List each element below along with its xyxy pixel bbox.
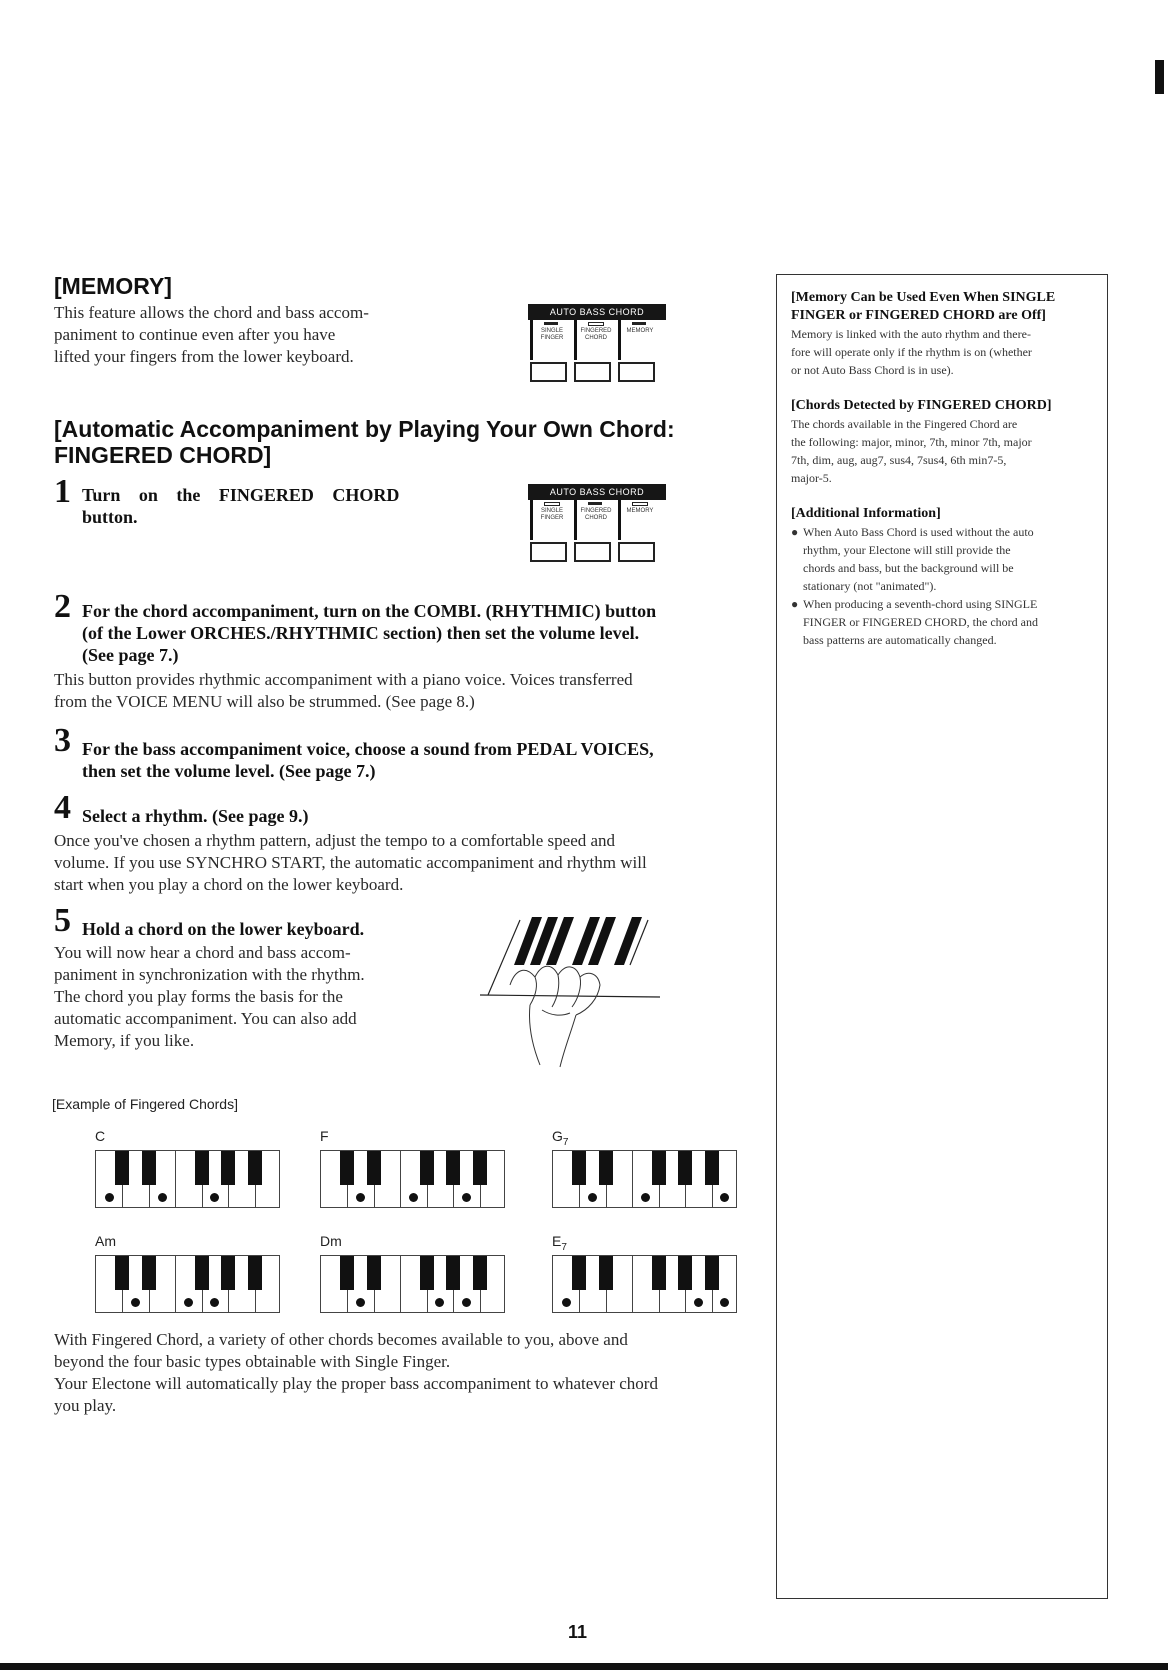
- pressed-key-dot: [694, 1298, 703, 1307]
- single-finger-button[interactable]: SINGLE FINGER: [528, 500, 572, 566]
- black-key: [195, 1256, 209, 1290]
- step-3-number: 3: [54, 722, 71, 759]
- black-key: [473, 1256, 487, 1290]
- step-5-body: You will now hear a chord and bass accom- paniment in synchronization with the rhythm. The chord you play forms the basis for the automatic accompaniment. You can also add Memory, if you like.: [54, 943, 365, 1050]
- pressed-key-dot: [184, 1298, 193, 1307]
- pressed-key-dot: [356, 1193, 365, 1202]
- bullet-icon: ●: [791, 525, 799, 539]
- black-key: [446, 1256, 460, 1290]
- pressed-key-dot: [720, 1193, 729, 1202]
- chord-keyboard: [552, 1150, 737, 1208]
- hand-on-keyboard-illustration: [480, 915, 695, 1070]
- pressed-key-dot: [435, 1298, 444, 1307]
- auto-bass-chord-panel-memory: [528, 304, 666, 386]
- chord-keyboard: [552, 1255, 737, 1313]
- fingered-chord-button[interactable]: FINGERED CHORD: [572, 500, 616, 566]
- chord-keyboard: [95, 1150, 280, 1208]
- bullet-icon: ●: [791, 597, 799, 611]
- sidebar-chords-text: The chords available in the Fingered Chord are the following: major, minor, 7th, minor 7th, major 7th, dim, aug, aug7, sus4, 7sus4, 6th min7-5, major-5.: [791, 417, 1032, 485]
- black-key: [248, 1256, 262, 1290]
- step-2-body: This button provides rhythmic accompaniment with a piano voice. Voices transferred from the VOICE MENU will also be strummed. (See page 8.): [54, 670, 633, 711]
- step-4-body: Once you've chosen a rhythm pattern, adjust the tempo to a comfortable speed and volume. If you use SYNCHRO START, the automatic accompaniment and rhythm will start when you play a chord on the lower keyboard.: [54, 831, 647, 894]
- black-key: [572, 1151, 586, 1185]
- panel-title: AUTO BASS CHORD: [528, 484, 666, 500]
- black-key: [572, 1256, 586, 1290]
- memory-text: This feature allows the chord and bass accom- paniment to continue even after you have lifted your fingers from the lower keyboard.: [54, 303, 369, 366]
- white-key-divider: [400, 1256, 401, 1312]
- chord-name: Dm: [320, 1233, 342, 1249]
- pressed-key-dot: [356, 1298, 365, 1307]
- step-2-number: 2: [54, 588, 71, 625]
- chord-name: $E_7$: [552, 1233, 567, 1253]
- black-key: [678, 1256, 692, 1290]
- bottom-rule: [0, 1663, 1168, 1670]
- black-key: [221, 1151, 235, 1185]
- black-key: [142, 1151, 156, 1185]
- chord-keyboard: [95, 1255, 280, 1313]
- closing-text: With Fingered Chord, a variety of other chords becomes available to you, above and beyond the four basic types obtainable with Single Finger. Your Electone will automatically play the proper bass accompaniment to whatever chord you play.: [54, 1330, 658, 1415]
- pressed-key-dot: [210, 1193, 219, 1202]
- auto-bass-chord-panel-fingered: [528, 484, 666, 566]
- step-4-number: 4: [54, 789, 71, 826]
- chord-keyboard: [320, 1150, 505, 1208]
- chord-name: C: [95, 1128, 106, 1144]
- pressed-key-dot: [409, 1193, 418, 1202]
- black-key: [340, 1151, 354, 1185]
- fingered-chord-heading: [Automatic Accompaniment by Playing Your Own Chord: FINGERED CHORD]: [54, 416, 675, 468]
- sidebar-memory-text: Memory is linked with the auto rhythm and there- fore will operate only if the rhythm is on (whether or not Auto Bass Chord is in use).: [791, 327, 1032, 377]
- black-key: [195, 1151, 209, 1185]
- black-key: [115, 1151, 129, 1185]
- step-2-heading: For the chord accompaniment, turn on the COMBI. (RHYTHMIC) button (of the Lower ORCHES./RHYTHMIC section) then set the volume level. (See page 7.): [82, 601, 657, 665]
- black-key: [446, 1151, 460, 1185]
- step-5-heading: Hold a chord on the lower keyboard.: [82, 919, 365, 939]
- black-key: [599, 1151, 613, 1185]
- memory-heading: [MEMORY]: [54, 273, 172, 299]
- black-key: [340, 1256, 354, 1290]
- chord-name: $G_7$: [552, 1128, 569, 1148]
- pressed-key-dot: [588, 1193, 597, 1202]
- black-key: [705, 1151, 719, 1185]
- info-sidebar: [776, 274, 1108, 1599]
- sidebar-bullet-1: ● When Auto Bass Chord is used without the auto rhythm, your Electone will still provide the chords and bass, but the background will be stationary (not "animated").: [791, 525, 1034, 593]
- black-key: [473, 1151, 487, 1185]
- white-key-divider: [632, 1256, 633, 1312]
- pressed-key-dot: [105, 1193, 114, 1202]
- pressed-key-dot: [158, 1193, 167, 1202]
- sidebar-chords-heading: [Chords Detected by FINGERED CHORD]: [791, 398, 1052, 413]
- memory-button[interactable]: MEMORY: [616, 500, 660, 566]
- black-key: [652, 1151, 666, 1185]
- panel-title: AUTO BASS CHORD: [528, 304, 666, 320]
- step-1-number: 1: [54, 473, 71, 510]
- black-key: [248, 1151, 262, 1185]
- pressed-key-dot: [641, 1193, 650, 1202]
- pressed-key-dot: [462, 1298, 471, 1307]
- pressed-key-dot: [562, 1298, 571, 1307]
- fingered-chord-button[interactable]: FINGERED CHORD: [572, 320, 616, 386]
- sidebar-additional-heading: [Additional Information]: [791, 506, 941, 521]
- black-key: [367, 1256, 381, 1290]
- memory-button[interactable]: MEMORY: [616, 320, 660, 386]
- black-key: [367, 1151, 381, 1185]
- pressed-key-dot: [720, 1298, 729, 1307]
- edge-mark: [1155, 60, 1164, 94]
- examples-caption: [Example of Fingered Chords]: [52, 1096, 238, 1112]
- black-key: [420, 1151, 434, 1185]
- pressed-key-dot: [210, 1298, 219, 1307]
- sidebar-memory-heading: [Memory Can be Used Even When SINGLE FINGER or FINGERED CHORD are Off]: [791, 290, 1056, 323]
- page-number: 11: [568, 1622, 588, 1642]
- black-key: [599, 1256, 613, 1290]
- white-key-divider: [175, 1256, 176, 1312]
- step-5-number: 5: [54, 902, 71, 939]
- white-key-divider: [632, 1151, 633, 1207]
- white-key-divider: [400, 1151, 401, 1207]
- black-key: [705, 1256, 719, 1290]
- black-key: [420, 1256, 434, 1290]
- chord-name: F: [320, 1128, 329, 1144]
- black-key: [221, 1256, 235, 1290]
- step-1-heading: Turn on the FINGERED CHORD button.: [82, 485, 400, 527]
- step-3-heading: For the bass accompaniment voice, choose a sound from PEDAL VOICES, then set the volume level. (See page 7.): [82, 739, 654, 781]
- chord-keyboard: [320, 1255, 505, 1313]
- single-finger-button[interactable]: SINGLE FINGER: [528, 320, 572, 386]
- pressed-key-dot: [131, 1298, 140, 1307]
- black-key: [142, 1256, 156, 1290]
- black-key: [115, 1256, 129, 1290]
- black-key: [652, 1256, 666, 1290]
- pressed-key-dot: [462, 1193, 471, 1202]
- chord-name: Am: [95, 1233, 116, 1249]
- black-key: [678, 1151, 692, 1185]
- sidebar-bullet-2: ● When producing a seventh-chord using SINGLE FINGER or FINGERED CHORD, the chord and bass patterns are automatically changed.: [791, 597, 1038, 647]
- step-4-heading: Select a rhythm. (See page 9.): [82, 806, 309, 826]
- white-key-divider: [175, 1151, 176, 1207]
